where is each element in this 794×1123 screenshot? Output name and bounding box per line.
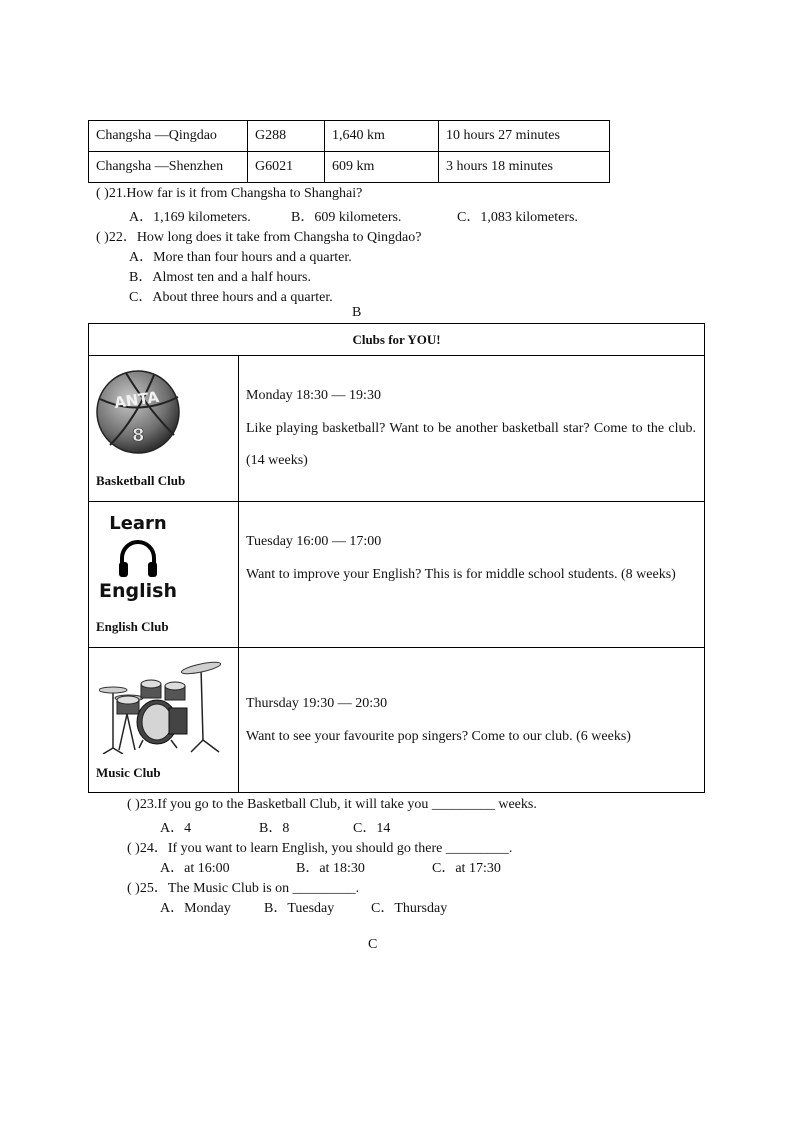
question-25: ( )25．The Music Club is on _________.: [127, 881, 360, 896]
question-24: ( )24．If you want to learn English, you should go there _________.: [127, 841, 513, 856]
club-time: Thursday 19:30 — 20:30: [246, 696, 388, 711]
duration-cell: 10 hours 27 minutes: [439, 121, 610, 152]
club-name: Basketball Club: [96, 473, 186, 488]
club-time: Monday 18:30 — 19:30: [246, 388, 381, 403]
option-b: B．609 kilometers.: [291, 210, 402, 225]
section-b-label: B: [352, 305, 362, 320]
option-c: C．1,083 kilometers.: [457, 210, 578, 225]
duration-cell: 3 hours 18 minutes: [439, 152, 610, 183]
club-row-music: [89, 648, 704, 793]
table-row: [89, 121, 610, 152]
option-c: C．About three hours and a quarter.: [129, 290, 333, 305]
drum-kit-icon: [99, 656, 225, 754]
distance-cell: 609 km: [325, 152, 439, 183]
option-a: A．4: [160, 821, 192, 836]
ball-number-text: 8: [132, 425, 145, 446]
table-row: [89, 152, 610, 183]
option-b: B．Almost ten and a half hours.: [129, 270, 311, 285]
option-b: B．8: [259, 821, 290, 836]
route-cell: Changsha —Qingdao: [89, 121, 248, 152]
club-description: Want to improve your English? This is for middle school students. (8 weeks): [246, 567, 676, 582]
learn-english-logo: [89, 514, 187, 602]
club-description: Like playing basketball? Want to be another basketball star? Come to the club. (14 weeks): [246, 421, 696, 468]
route-cell: Changsha —Shenzhen: [89, 152, 248, 183]
club-name: Music Club: [96, 765, 161, 780]
club-row-basketball: [89, 356, 704, 502]
club-time: Tuesday 16:00 — 17:00: [246, 534, 382, 549]
train-number-cell: G6021: [248, 152, 325, 183]
club-row-english: [89, 502, 704, 648]
option-a: A．1,169 kilometers.: [129, 210, 251, 225]
question-22: ( )22．How long does it take from Changsha to Qingdao?: [96, 230, 422, 245]
section-c-label: C: [368, 937, 378, 952]
train-number-cell: G288: [248, 121, 325, 152]
clubs-title: Clubs for YOU!: [89, 324, 704, 356]
option-a: A．More than four hours and a quarter.: [129, 250, 352, 265]
option-b: B．at 18:30: [296, 861, 365, 876]
option-b: B．Tuesday: [264, 901, 335, 916]
ball-brand-text: ANTA: [113, 387, 161, 412]
question-21: ( )21.How far is it from Changsha to Shanghai?: [96, 186, 363, 201]
clubs-table: [88, 323, 705, 793]
distance-cell: 1,640 km: [325, 121, 439, 152]
option-c: C．at 17:30: [432, 861, 501, 876]
logo-english-text: English: [99, 580, 177, 602]
option-a: A．at 16:00: [160, 861, 230, 876]
headphones-icon: [116, 536, 160, 580]
train-table: [88, 120, 610, 183]
club-name: English Club: [96, 619, 169, 634]
question-23: ( )23.If you go to the Basketball Club, it will take you _________ weeks.: [127, 797, 537, 812]
basketball-icon: [96, 369, 180, 455]
logo-learn-text: Learn: [109, 513, 167, 534]
option-a: A．Monday: [160, 901, 231, 916]
option-c: C．Thursday: [371, 901, 448, 916]
option-c: C．14: [353, 821, 391, 836]
club-description: Want to see your favourite pop singers? Come to our club. (6 weeks): [246, 729, 631, 744]
